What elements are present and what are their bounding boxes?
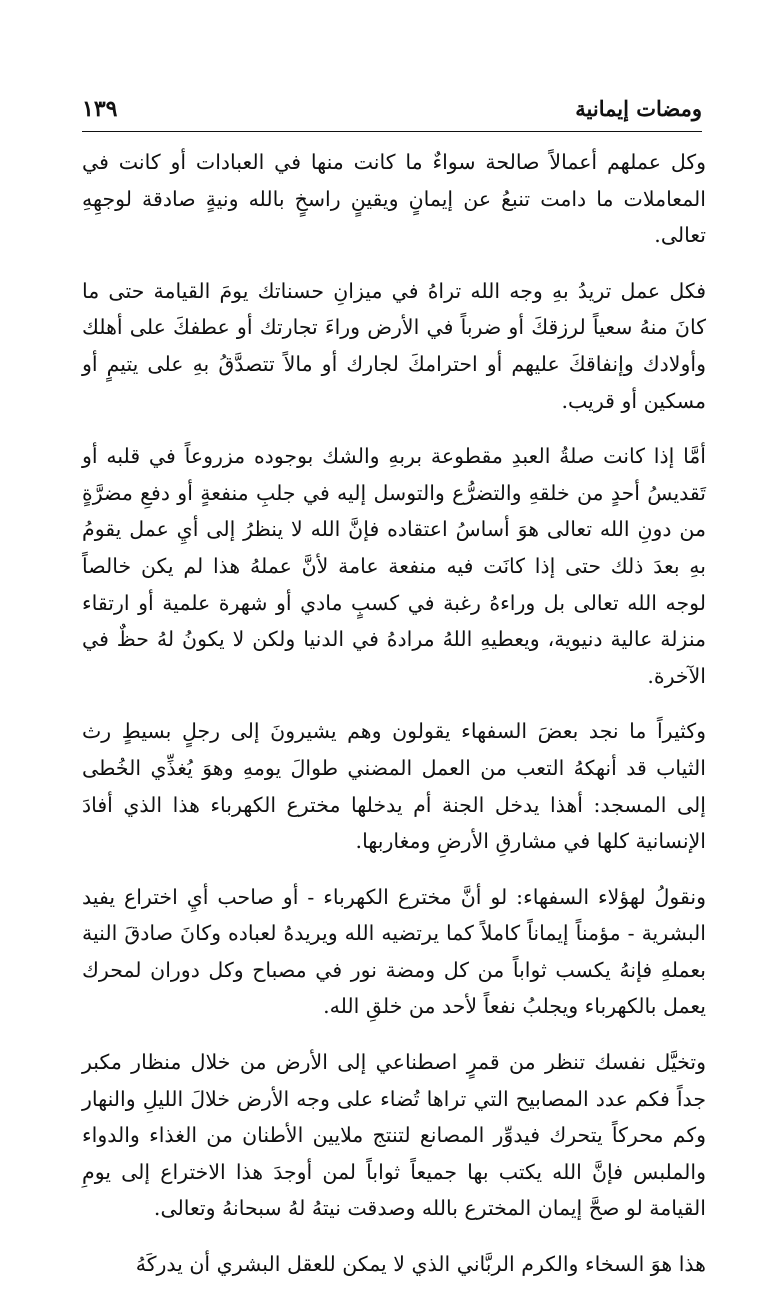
body-text xyxy=(82,144,706,1302)
header-divider xyxy=(82,131,702,132)
paragraph: أمَّا إذا كانت صلةُ العبدِ مقطوعة بربهِ والشك بوجوده مزروعاً في قلبه أو تَقديسُ أحدٍ من خلقهِ والتضرُّع والتوسل إليه في جلبِ منفعةٍ أو دفعِ مضرَّةٍ من دونِ الله تعالى هوَ أساسُ اعتقاده فإنَّ الله لا ينظرُ إلى أيِ عمل يقومُ بهِ بعدَ ذلك حتى إذا كانَت فيه منفعة عامة لأنَّ عملهُ هذا لم يكن خالصاً لوجه الله تعالى بل وراءهُ رغبة في كسبٍ مادي أو شهرة علمية أو ارتقاء منزلة عالية دنيوية، ويعطيهِ اللهُ مرادهُ في الدنيا ولكن لا يكونُ لهُ حظٌ في الآخرة. xyxy=(82,444,706,688)
paragraph: وكل عملهم أعمالاً صالحة سواءٌ ما كانت منها في العبادات أو كانت في المعاملات ما دامت تنبعُ عن إيمانٍ ويقينٍ راسخٍ بالله ونيةٍ صادقة لوجهِهِ تعالى. xyxy=(82,150,706,248)
page-header xyxy=(82,96,702,130)
paragraph: وكثيراً ما نجد بعضَ السفهاء يقولون وهم يشيرونَ إلى رجلٍ بسيطٍ رث الثياب قد أنهكهُ التعب من العمل المضني طوالَ يومهِ وهوَ يُغذِّي الخُطى إلى المسجد: أهذا يدخل الجنة أم يدخلها مخترع الكهرباء هذا الذي أفادَ الإنسانية كلها في مشارقِ الأرضِ ومغاربها. xyxy=(82,719,706,854)
page-number: ١٣٩ xyxy=(82,96,118,122)
paragraph: ونقولُ لهؤلاء السفهاء: لو أنَّ مخترع الكهرباء - أو صاحب أيِ اختراع يفيد البشرية - مؤمناً إيماناً كاملاً كما يرتضيه الله ويريدهُ لعباده وكانَ صادقَ النية بعملهِ فإنهُ يكسب ثواباً من كل ومضة نور في مصباح وكل دوران لمحرك يعمل بالكهرباء ويجلبُ نفعاً لأحد من خلقِ الله. xyxy=(82,884,706,1019)
running-title: ومضات إيمانية xyxy=(575,96,702,121)
paragraph: وتخيَّل نفسك تنظر من قمرٍ اصطناعي إلى الأرض من خلال منظار مكبر جداً فكم عدد المصابيح التي تراها تُضاء على وجه الأرض خلالَ الليلِ والنهار وكم محركاً يتحرك فيدوِّر المصانع لتنتج ملايين الأطنان من الغذاء والدواء والملبس فإنَّ الله يكتب بها جميعاً ثواباً لمن أوجدَ هذا الاختراع إلى يومِ القيامة لو صحَّ إيمان المخترع بالله وصدقت نيتهُ لهُ سبحانهُ وتعالى. xyxy=(82,1050,706,1221)
paragraph: فكل عمل تريدُ بهِ وجه الله تراهُ في ميزانِ حسناتك يومَ القيامة حتى ما كانَ منهُ سعياً لرزقكَ أو ضرباً في الأرض وراءَ تجارتك أو عطفكَ على أهلك وأولادك وإنفاقكَ عليهم أو احترامكَ لجارك أو مالاً تتصدَّقُ بهِ على يتيمٍ أو مسكين أو قريب. xyxy=(82,278,706,413)
paragraph: هذا هوَ السخاء والكرم الربَّاني الذي لا يمكن للعقل البشري أن يدركَهُ xyxy=(135,1252,706,1277)
